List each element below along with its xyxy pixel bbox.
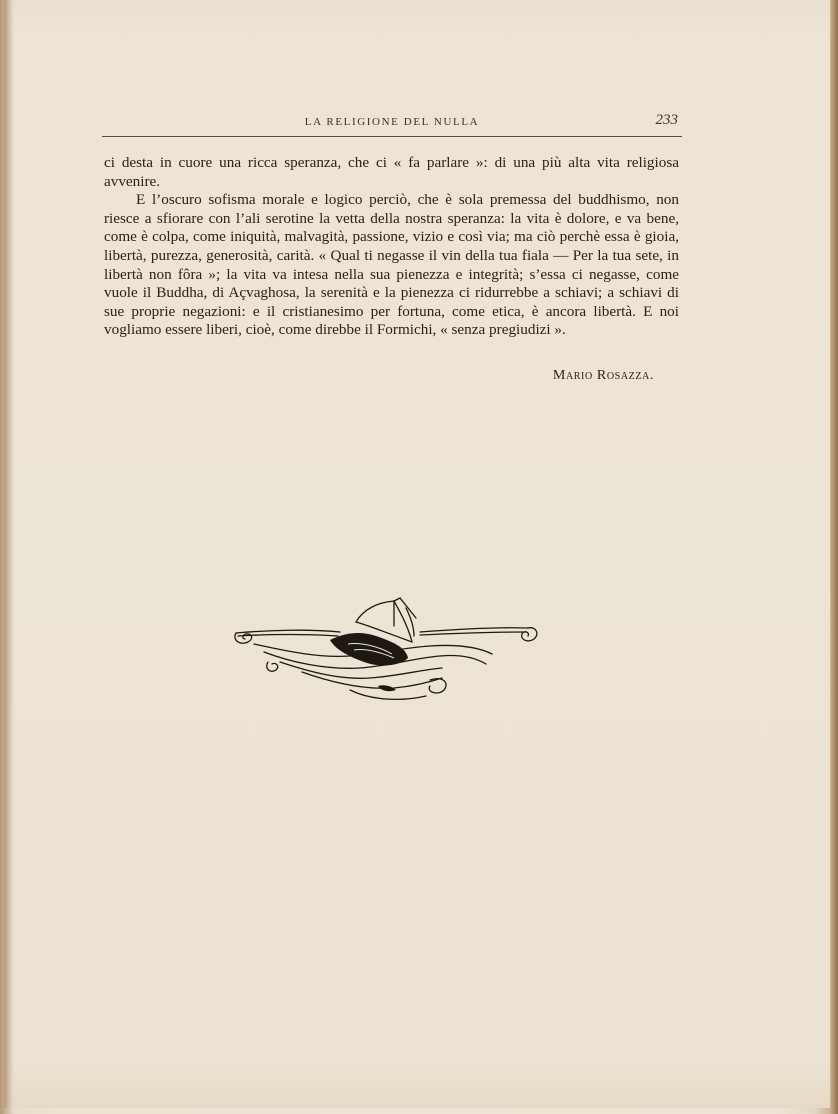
body-text [104,154,679,340]
running-head: LA RELIGIONE DEL NULLA [304,116,480,128]
paragraph-1: ci desta in cuore una ricca speranza, che ci « fa parlare »: di una più alta vita religiosa avvenire. [104,154,679,190]
sailing-ship-vignette-icon [230,596,546,706]
page-header [102,112,682,137]
author-signature: Mario Rosazza. [552,368,654,383]
page-number: 233 [655,112,678,128]
page-gutter-edge [4,0,14,1108]
paragraph-2: E l’oscuro sofisma morale e logico perciò, che è sola premessa del buddhismo, non riesce a sfiorare con l’ali serotine la vetta della nostra speranza: la vita è dolore, e va bene, come è colpa, come iniquità, malvagità, passione, vizio e così via; ma ciò perchè essa è gioia, libertà, purezza, generosità, carità. « Qual ti negasse il vin della tua fiala — Per la tua sete, in libertà non fôra »; la vita va intesa nella sua pienezza e integrità; s’essa ci negasse, come vuole il Buddha, di Açvaghosa, la serenità e la pienezza ci ridurrebbe a schiavi; a schiavi di sue proprie negazioni: e il cristianesimo per fortuna, come etica, è ancora libertà. E noi vogliamo essere liberi, cioè, come direbbe il Formichi, « senza pregiudizi ». [104,191,679,339]
